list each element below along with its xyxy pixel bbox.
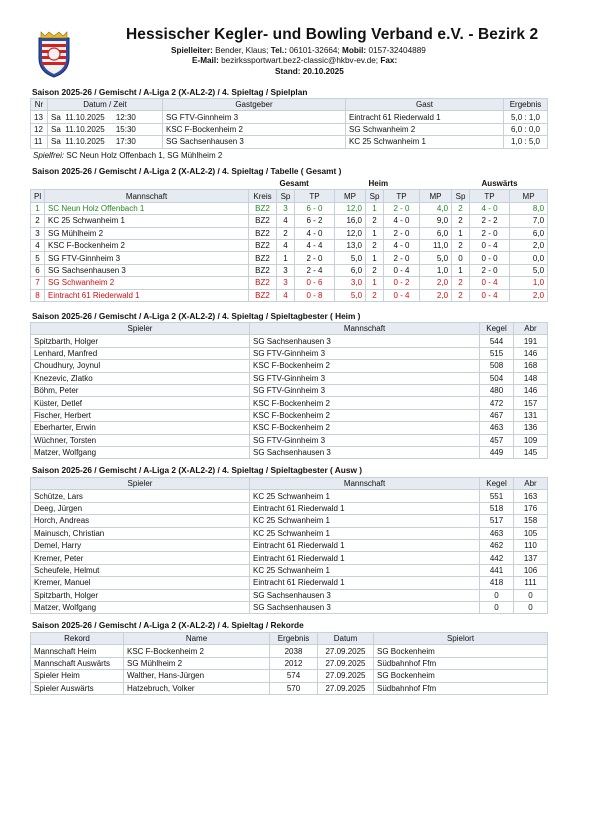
- table-row: 3 SG Mühlheim 2 BZ2 2 4 - 0 12,0 1 2 - 0 6,0 1 2 - 0 6,0: [31, 227, 548, 239]
- table-row: Deeg, Jürgen Eintracht 61 Riederwald 1 518 176: [31, 502, 548, 514]
- col-tp: TP: [295, 190, 335, 202]
- col-heim-sp: Sp: [366, 190, 384, 202]
- col-mannschaft: Mannschaft: [250, 478, 480, 490]
- table-row: Böhm, Peter SG FTV-Ginnheim 3 480 146: [31, 384, 548, 396]
- table-row: Kremer, Manuel Eintracht 61 Riederwald 1 418 111: [31, 577, 548, 589]
- table-row: Knezevic, Zlatko SG FTV-Ginnheim 3 504 148: [31, 372, 548, 384]
- table-row: 11 Sa 11.10.2025 17:30 SG Sachsenhausen 3 KC 25 Schwanheim 1 1,0 : 5,0: [31, 136, 548, 148]
- spielplan-heading: Saison 2025-26 / Gemischt / A-Liga 2 (X-AL2-2) / 4. Spieltag / Spielplan: [32, 87, 308, 97]
- table-row: Eberharter, Erwin KSC F-Bockenheim 2 463 136: [31, 422, 548, 434]
- table-row: Spieler Auswärts Hatzebruch, Volker 570 27.09.2025 Südbahnhof Ffm: [31, 682, 548, 694]
- col-heim-mp: MP: [420, 190, 452, 202]
- ausw-heading: Saison 2025-26 / Gemischt / A-Liga 2 (X-AL2-2) / 4. Spieltag / Spieltagbester ( Ausw ): [32, 465, 362, 475]
- heim-table: [30, 322, 548, 459]
- table-row: Küster, Detlef KSC F-Bockenheim 2 472 157: [31, 397, 548, 409]
- col-pl: Pl: [31, 190, 45, 202]
- table-row: Demel, Harry Eintracht 61 Riederwald 1 462 110: [31, 539, 548, 551]
- table-row: Kremer, Peter Eintracht 61 Riederwald 1 442 137: [31, 552, 548, 564]
- col-kegel: Kegel: [480, 478, 514, 490]
- col-kegel: Kegel: [480, 323, 514, 335]
- col-mp: MP: [335, 190, 366, 202]
- table-row: Matzer, Wolfgang SG Sachsenhausen 3 449 145: [31, 446, 548, 458]
- col-kreis: Kreis: [249, 190, 277, 202]
- group-heim: Heim: [368, 179, 389, 189]
- table-row: Scheufele, Helmut KC 25 Schwanheim 1 441 106: [31, 564, 548, 576]
- contact-line-2: E-Mail: bezirkssportwart.bez2-classic@hkbv-ev.de; Fax:: [192, 56, 398, 65]
- col-ausw-sp: Sp: [452, 190, 470, 202]
- table-row: 8 Eintracht 61 Riederwald 1 BZ2 4 0 - 8 5,0 2 0 - 4 2,0 2 0 - 4 2,0: [31, 289, 548, 301]
- group-auswaerts: Auswärts: [481, 179, 518, 189]
- page-title: Hessischer Kegler- und Bowling Verband e.V. - Bezirk 2: [126, 26, 539, 43]
- col-name: Name: [124, 633, 270, 645]
- col-spieler: Spieler: [31, 323, 250, 335]
- col-gastgeber: Gastgeber: [163, 99, 346, 111]
- tabelle-heading: Saison 2025-26 / Gemischt / A-Liga 2 (X-AL2-2) / 4. Spieltag / Tabelle ( Gesamt ): [32, 166, 342, 176]
- rekorde-table: [30, 632, 548, 695]
- contact-line-1: Spielleiter: Bender, Klaus; Tel.: 06101-32664; Mobil: 0157-32404889: [171, 46, 426, 55]
- table-row: 5 SG FTV-Ginnheim 3 BZ2 1 2 - 0 5,0 1 2 - 0 5,0 0 0 - 0 0,0: [31, 252, 548, 264]
- group-gesamt: Gesamt: [279, 179, 309, 189]
- table-row: Horch, Andreas KC 25 Schwanheim 1 517 158: [31, 515, 548, 527]
- col-ergebnis: Ergebnis: [504, 99, 548, 111]
- table-row: 6 SG Sachsenhausen 3 BZ2 3 2 - 4 6,0 2 0 - 4 1,0 1 2 - 0 5,0: [31, 264, 548, 276]
- table-row: Mannschaft Auswärts SG Mühlheim 2 2012 27.09.2025 Südbahnhof Ffm: [31, 657, 548, 669]
- stand-line: Stand: 20.10.2025: [275, 67, 344, 76]
- table-row: Spitzbarth, Holger SG Sachsenhausen 3 544 191: [31, 335, 548, 347]
- heim-heading: Saison 2025-26 / Gemischt / A-Liga 2 (X-AL2-2) / 4. Spieltag / Spieltagbester ( Heim ): [32, 311, 361, 321]
- table-row: 2 KC 25 Schwanheim 1 BZ2 4 6 - 2 16,0 2 4 - 0 9,0 2 2 - 2 7,0: [31, 215, 548, 227]
- rekorde-heading: Saison 2025-26 / Gemischt / A-Liga 2 (X-AL2-2) / 4. Spieltag / Rekorde: [32, 620, 304, 630]
- col-abr: Abr: [514, 478, 548, 490]
- table-row: Wüchner, Torsten SG FTV-Ginnheim 3 457 109: [31, 434, 548, 446]
- spielplan-table: [30, 98, 548, 149]
- tabelle-table: [30, 178, 548, 302]
- table-row: 13 Sa 11.10.2025 12:30 SG FTV-Ginnheim 3 Eintracht 61 Riederwald 1 5,0 : 1,0: [31, 111, 548, 123]
- ausw-table: [30, 477, 548, 614]
- col-mannschaft: Mannschaft: [45, 190, 249, 202]
- col-rekord: Rekord: [31, 633, 124, 645]
- table-row: Lenhard, Manfred SG FTV-Ginnheim 3 515 146: [31, 347, 548, 359]
- col-ausw-mp: MP: [510, 190, 548, 202]
- table-row: 1 SC Neun Holz Offenbach 1 BZ2 3 6 - 0 12,0 1 2 - 0 4,0 2 4 - 0 8,0: [31, 202, 548, 214]
- col-gast: Gast: [346, 99, 504, 111]
- col-ausw-tp: TP: [470, 190, 510, 202]
- table-row: Choudhury, Joynul KSC F-Bockenheim 2 508 168: [31, 360, 548, 372]
- table-row: 12 Sa 11.10.2025 15:30 KSC F-Bockenheim 2 SG Schwanheim 2 6,0 : 0,0: [31, 123, 548, 135]
- table-row: Matzer, Wolfgang SG Sachsenhausen 3 0 0: [31, 601, 548, 613]
- table-row: Spitzbarth, Holger SG Sachsenhausen 3 0 0: [31, 589, 548, 601]
- table-row: Mainusch, Christian KC 25 Schwanheim 1 463 105: [31, 527, 548, 539]
- col-mannschaft: Mannschaft: [250, 323, 480, 335]
- col-datum: Datum: [318, 633, 374, 645]
- col-sp: Sp: [277, 190, 295, 202]
- col-spieler: Spieler: [31, 478, 250, 490]
- col-abr: Abr: [514, 323, 548, 335]
- table-row: 4 KSC F-Bockenheim 2 BZ2 4 4 - 4 13,0 2 4 - 0 11,0 2 0 - 4 2,0: [31, 239, 548, 251]
- table-row: Spieler Heim Walther, Hans-Jürgen 574 27.09.2025 SG Bockenheim: [31, 670, 548, 682]
- col-nr: Nr: [31, 99, 48, 111]
- col-spielort: Spielort: [374, 633, 548, 645]
- table-row: 7 SG Schwanheim 2 BZ2 3 0 - 6 3,0 1 0 - 2 2,0 2 0 - 4 1,0: [31, 277, 548, 289]
- table-row: Schütze, Lars KC 25 Schwanheim 1 551 163: [31, 490, 548, 502]
- spielfrei-note: Spielfrei: SC Neun Holz Offenbach 1, SG Mühlheim 2: [33, 151, 223, 160]
- hkbv-logo-icon: [33, 30, 75, 78]
- col-heim-tp: TP: [384, 190, 420, 202]
- col-datum: Datum / Zeit: [48, 99, 163, 111]
- col-ergebnis: Ergebnis: [270, 633, 318, 645]
- table-row: Mannschaft Heim KSC F-Bockenheim 2 2038 27.09.2025 SG Bockenheim: [31, 645, 548, 657]
- table-row: Fischer, Herbert KSC F-Bockenheim 2 467 131: [31, 409, 548, 421]
